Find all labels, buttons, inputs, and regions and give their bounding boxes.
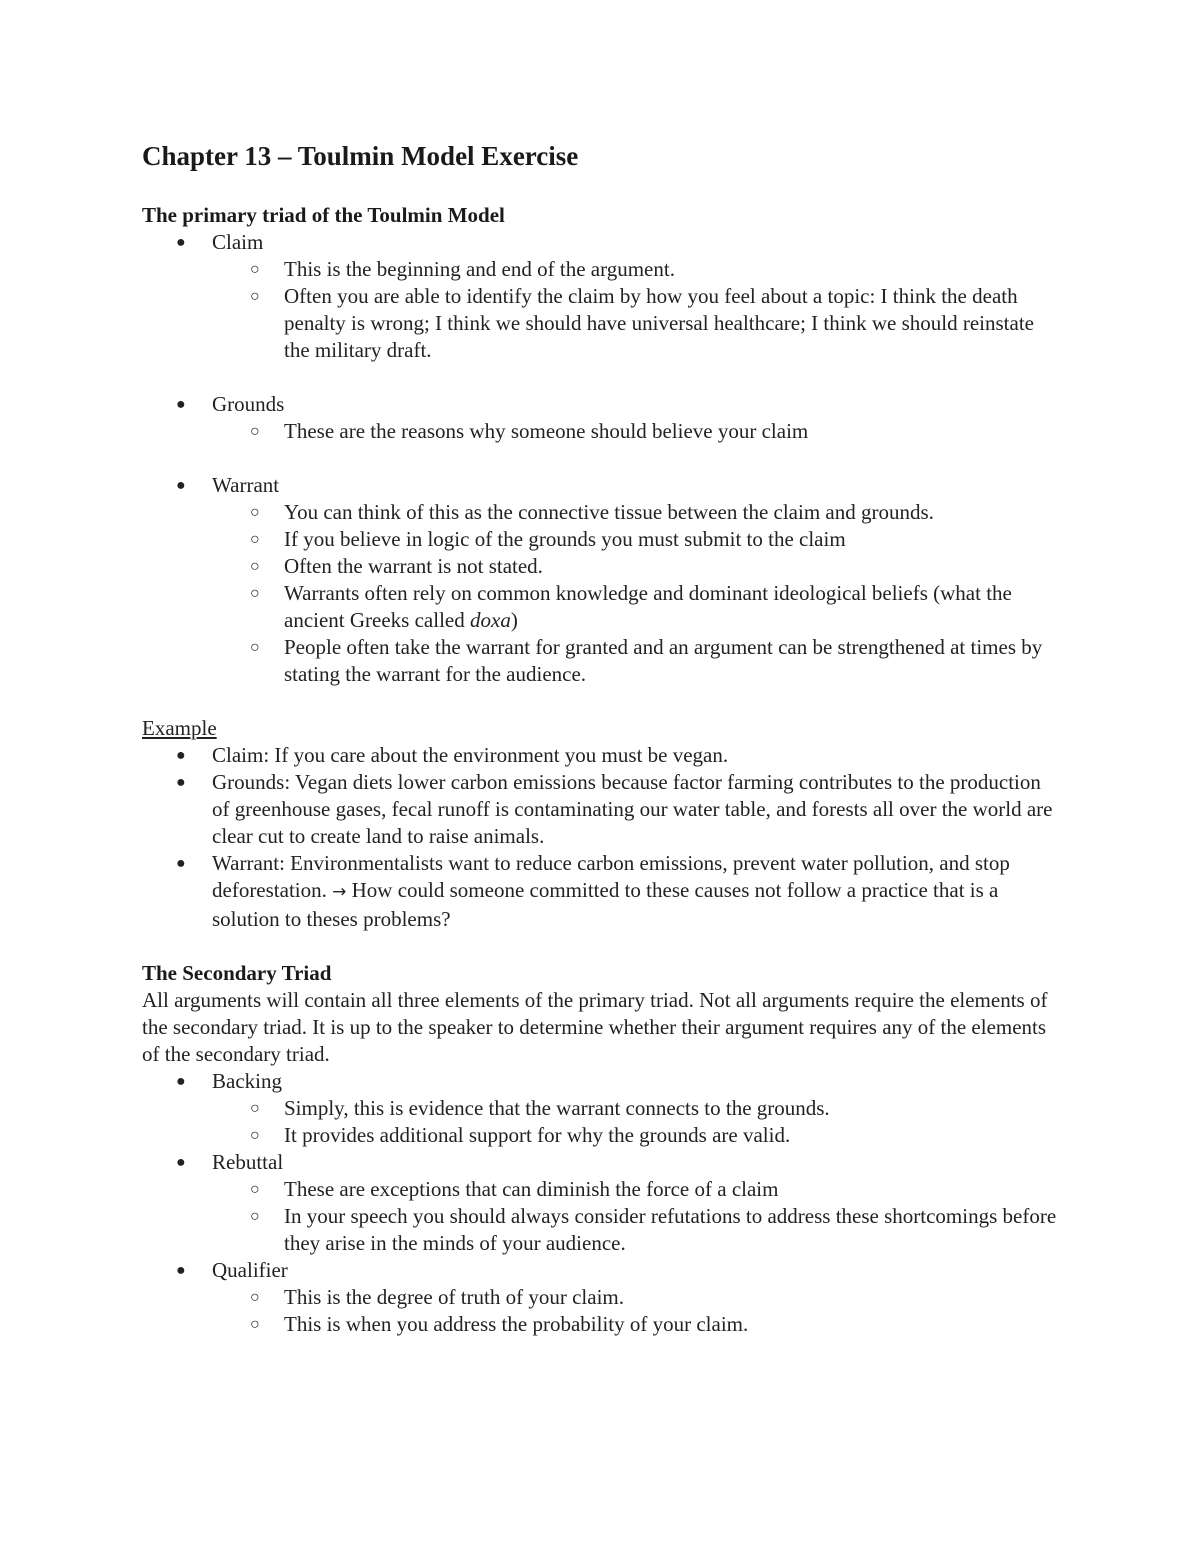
example-list	[142, 742, 1060, 933]
list-item	[212, 1122, 1060, 1149]
circle-bullet-icon: ○	[250, 261, 260, 278]
list-item-text: Often you are able to identify the claim by how you feel about a topic: I think the death penalty is wrong; I think we should have universal healthcare; I think we should reinstate the military draft.	[284, 284, 1034, 362]
list-item-text: Warrants often rely on common knowledge and dominant ideological beliefs (what the ancient Greeks called	[284, 581, 1012, 632]
rebuttal-label: Rebuttal	[212, 1150, 284, 1174]
list-item	[212, 1284, 1060, 1311]
circle-bullet-icon: ○	[250, 423, 260, 440]
circle-bullet-icon: ○	[250, 1208, 260, 1225]
list-item-text: This is the beginning and end of the argument.	[284, 257, 675, 281]
circle-bullet-icon: ○	[250, 1316, 260, 1333]
circle-bullet-icon: ○	[250, 639, 260, 656]
list-item	[142, 742, 1060, 769]
bullet-icon: ●	[176, 477, 186, 494]
list-item-text: You can think of this as the connective tissue between the claim and grounds.	[284, 500, 934, 524]
list-item	[142, 850, 1060, 933]
circle-bullet-icon: ○	[250, 558, 260, 575]
list-item	[212, 283, 1060, 364]
circle-bullet-icon: ○	[250, 1289, 260, 1306]
bullet-icon: ●	[176, 396, 186, 413]
circle-bullet-icon: ○	[250, 504, 260, 521]
warrant-sublist	[212, 499, 1060, 688]
circle-bullet-icon: ○	[250, 531, 260, 548]
secondary-triad-list	[142, 1068, 1060, 1338]
list-item-grounds	[142, 391, 1060, 472]
circle-bullet-icon: ○	[250, 1127, 260, 1144]
example-heading: Example	[142, 716, 217, 740]
qualifier-sublist	[212, 1284, 1060, 1338]
bullet-icon: ●	[176, 1154, 186, 1171]
primary-triad-heading: The primary triad of the Toulmin Model	[142, 203, 505, 227]
list-item	[212, 256, 1060, 283]
example-grounds: Grounds: Vegan diets lower carbon emissions because factor farming contributes to the production of greenhouse gases, fecal runoff is contaminating our water table, and forests all over the world are clear cut to create land to raise animals.	[212, 770, 1053, 848]
bullet-icon: ●	[176, 747, 186, 764]
circle-bullet-icon: ○	[250, 585, 260, 602]
list-item	[212, 634, 1060, 688]
list-item-text: This is the degree of truth of your claim.	[284, 1285, 624, 1309]
example-warrant: Warrant: Environmentalists want to reduce carbon emissions, prevent water pollution, and stop deforestation.	[212, 851, 1010, 902]
claim-sublist	[212, 256, 1060, 364]
qualifier-label: Qualifier	[212, 1258, 288, 1282]
page-title: Chapter 13 – Toulmin Model Exercise	[142, 141, 579, 171]
list-item	[212, 499, 1060, 526]
bullet-icon: ●	[176, 855, 186, 872]
list-item	[212, 1095, 1060, 1122]
list-item-text: These are exceptions that can diminish the force of a claim	[284, 1177, 779, 1201]
list-item-text: If you believe in logic of the grounds you must submit to the claim	[284, 527, 846, 551]
list-item-claim	[142, 229, 1060, 391]
doxa-term: doxa	[470, 608, 511, 632]
list-item	[212, 553, 1060, 580]
secondary-triad-intro: All arguments will contain all three elements of the primary triad. Not all arguments require the elements of the secondary triad. It is up to the speaker to determine whether their argument requires any of the elements of the secondary triad.	[142, 988, 1048, 1066]
list-item-backing	[142, 1068, 1060, 1149]
grounds-sublist	[212, 418, 1060, 445]
example-warrant-question: How could someone committed to these causes not follow a practice that is a solution to theses problems?	[212, 878, 999, 931]
list-item-rebuttal	[142, 1149, 1060, 1257]
primary-triad-list	[142, 229, 1060, 715]
list-item-text: In your speech you should always consider refutations to address these shortcomings before they arise in the minds of your audience.	[284, 1204, 1057, 1255]
circle-bullet-icon: ○	[250, 1100, 260, 1117]
list-item-text: Simply, this is evidence that the warrant connects to the grounds.	[284, 1096, 830, 1120]
list-item	[212, 1176, 1060, 1203]
list-item-text-end: )	[510, 608, 518, 632]
list-item	[212, 1203, 1060, 1257]
bullet-icon: ●	[176, 234, 186, 251]
warrant-label: Warrant	[212, 473, 280, 497]
list-item-text: This is when you address the probability of your claim.	[284, 1312, 749, 1336]
example-claim: Claim: If you care about the environment you must be vegan.	[212, 743, 729, 767]
bullet-icon: ●	[176, 1262, 186, 1279]
list-item	[212, 1311, 1060, 1338]
list-item-text: Often the warrant is not stated.	[284, 554, 543, 578]
backing-sublist	[212, 1095, 1060, 1149]
list-item	[212, 580, 1060, 634]
bullet-icon: ●	[176, 1073, 186, 1090]
list-item	[212, 418, 1060, 445]
secondary-triad-heading: The Secondary Triad	[142, 961, 332, 985]
backing-label: Backing	[212, 1069, 282, 1093]
list-item	[212, 526, 1060, 553]
list-item-qualifier	[142, 1257, 1060, 1338]
grounds-label: Grounds	[212, 392, 285, 416]
list-item-warrant	[142, 472, 1060, 715]
list-item-text: It provides additional support for why the grounds are valid.	[284, 1123, 791, 1147]
list-item-text: These are the reasons why someone should believe your claim	[284, 419, 809, 443]
list-item	[142, 769, 1060, 850]
list-item-text: People often take the warrant for granted and an argument can be strengthened at times by stating the warrant for the audience.	[284, 635, 1043, 686]
circle-bullet-icon: ○	[250, 1181, 260, 1198]
right-arrow-icon: →	[332, 882, 347, 902]
bullet-icon: ●	[176, 774, 186, 791]
rebuttal-sublist	[212, 1176, 1060, 1257]
circle-bullet-icon: ○	[250, 288, 260, 305]
claim-label: Claim	[212, 230, 264, 254]
